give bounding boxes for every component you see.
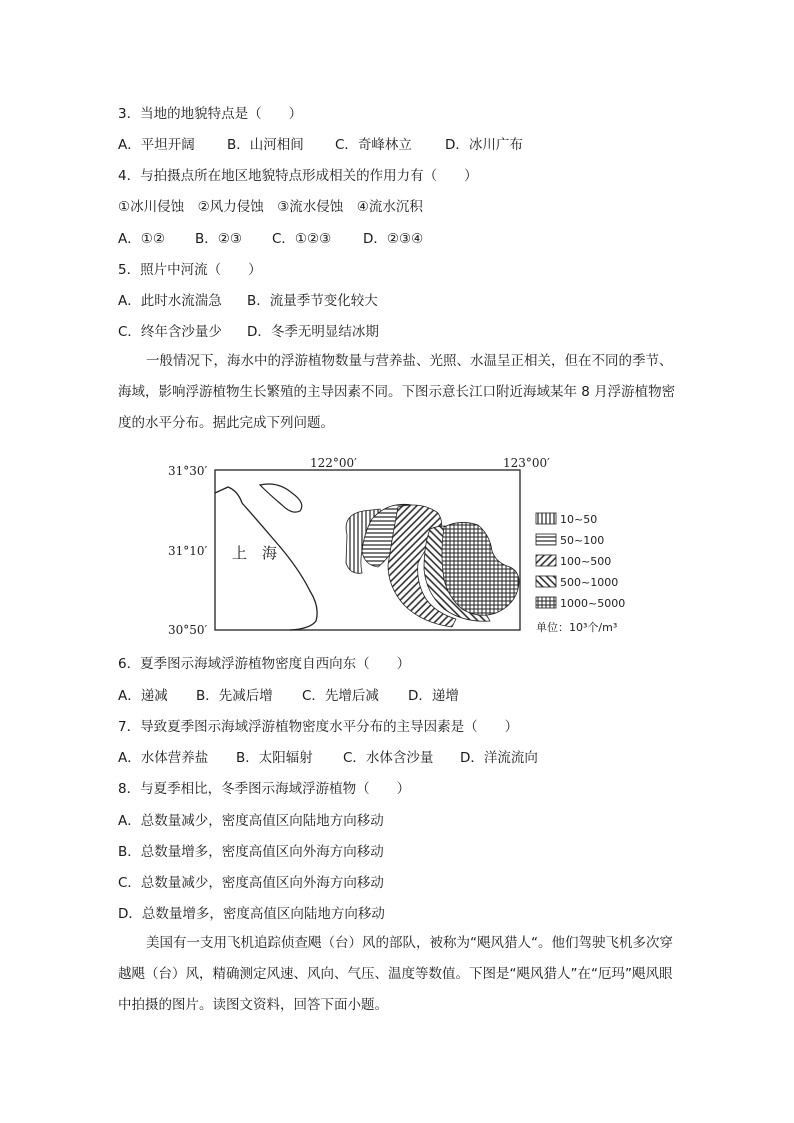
- q8-option-c: C．总数量减少，密度高值区向外海方向移动: [118, 875, 384, 891]
- q4-option-d: D．②③④: [363, 231, 424, 247]
- q4-option-b: B．②③: [195, 231, 242, 247]
- q7-option-d: D．洋流流向: [460, 750, 538, 766]
- q4-options: [118, 229, 423, 249]
- q7-stem: 7．导致夏季图示海域浮游植物密度水平分布的主导因素是（ ）: [118, 719, 519, 735]
- q3-option-b: B．山河相间: [227, 137, 304, 153]
- q5-option-c: C．终年含沙量少: [118, 324, 222, 340]
- q3-options: [118, 135, 523, 155]
- legend-label-50-100: 50~100: [560, 534, 605, 547]
- passage-hurricane: 美国有一支用飞机追踪侦查飓（台）风的部队，被称为“飓风猎人“。他们驾驶飞机多次穿越飓（台）风，精确测定风速、风向、气压、温度等数值。下图是“飓风猎人”在“厄玛”飓风眼中拍摄的图片。读图文资料，回答下面小题。: [118, 935, 673, 1013]
- q8-option-a: A．总数量减少，密度高值区向陆地方向移动: [118, 813, 384, 829]
- q7-option-b: B．太阳辐射: [236, 750, 313, 766]
- legend-swatch-1000-5000: [536, 597, 556, 608]
- q3-option-c: C．奇峰林立: [335, 137, 412, 153]
- q6-option-a: A．递减: [118, 688, 168, 704]
- q8-stem: 8．与夏季相比，冬季图示海域浮游植物（ ）: [118, 781, 411, 797]
- legend-label-100-500: 100~500: [560, 555, 612, 568]
- q7-option-a: A．水体营养盐: [118, 750, 209, 766]
- legend-label-10-50: 10~50: [560, 513, 598, 526]
- q6-option-d: D．递增: [408, 688, 459, 704]
- q6-options: [118, 686, 459, 706]
- city-label-shanghai: 上 海: [232, 544, 278, 562]
- q8-option-d: D．总数量增多，密度高值区向陆地方向移动: [118, 906, 385, 922]
- q4-option-a: A．①②: [118, 231, 165, 247]
- q6-option-b: B．先减后增: [196, 688, 273, 704]
- passage-plankton: 一般情况下，海水中的浮游植物数量与营养盐、光照、水温呈正相关，但在不同的季节、海域，影响浮游植物生长繁殖的主导因素不同。下图示意长江口附近海域某年 8 月浮游植物密度的水平分布。据此完成下列问题。: [118, 353, 676, 431]
- lat-label-top: 31°30′: [168, 464, 208, 478]
- legend-swatch-50-100: [536, 534, 556, 545]
- plankton-density-map: [160, 455, 660, 637]
- q4-stem: 4．与拍摄点所在地区地貌特点形成相关的作用力有（ ）: [118, 168, 478, 184]
- q5-option-b: B．流量季节变化较大: [247, 293, 378, 309]
- lat-label-bottom: 30°50′: [168, 623, 208, 637]
- q7-options: [118, 748, 538, 768]
- lon-label-right: 123°00′: [503, 456, 550, 470]
- q5-stem: 5．照片中河流（ ）: [118, 262, 262, 278]
- q6-stem: 6．夏季图示海域浮游植物密度自西向东（ ）: [118, 656, 411, 672]
- legend-swatch-500-1000: [536, 576, 556, 587]
- legend-label-500-1000: 500~1000: [560, 576, 619, 589]
- q7-option-c: C．水体含沙量: [343, 750, 434, 766]
- lon-label-left: 122°00′: [310, 456, 357, 470]
- legend-unit: 单位：10³个/m³: [536, 621, 618, 634]
- q3-stem: 3．当地的地貌特点是（ ）: [118, 106, 303, 122]
- legend-swatch-10-50: [536, 513, 556, 524]
- q5-options-row1: [118, 291, 378, 311]
- q3-option-d: D．冰川广布: [445, 137, 523, 153]
- q6-option-c: C．先增后减: [302, 688, 379, 704]
- q4-items: ①冰川侵蚀 ②风力侵蚀 ③流水侵蚀 ④流水沉积: [118, 199, 423, 215]
- q5-option-a: A．此时水流湍急: [118, 293, 222, 309]
- q5-options-row2: [118, 322, 379, 342]
- q4-option-c: C．①②③: [272, 231, 332, 247]
- q8-option-b: B．总数量增多，密度高值区向外海方向移动: [118, 844, 384, 860]
- lat-label-mid: 31°10′: [168, 544, 208, 558]
- legend-label-1000-5000: 1000~5000: [560, 597, 626, 610]
- q3-option-a: A．平坦开阔: [118, 137, 195, 153]
- q5-option-d: D．冬季无明显结冰期: [247, 324, 379, 340]
- map-legend: [536, 513, 625, 634]
- legend-swatch-100-500: [536, 555, 556, 566]
